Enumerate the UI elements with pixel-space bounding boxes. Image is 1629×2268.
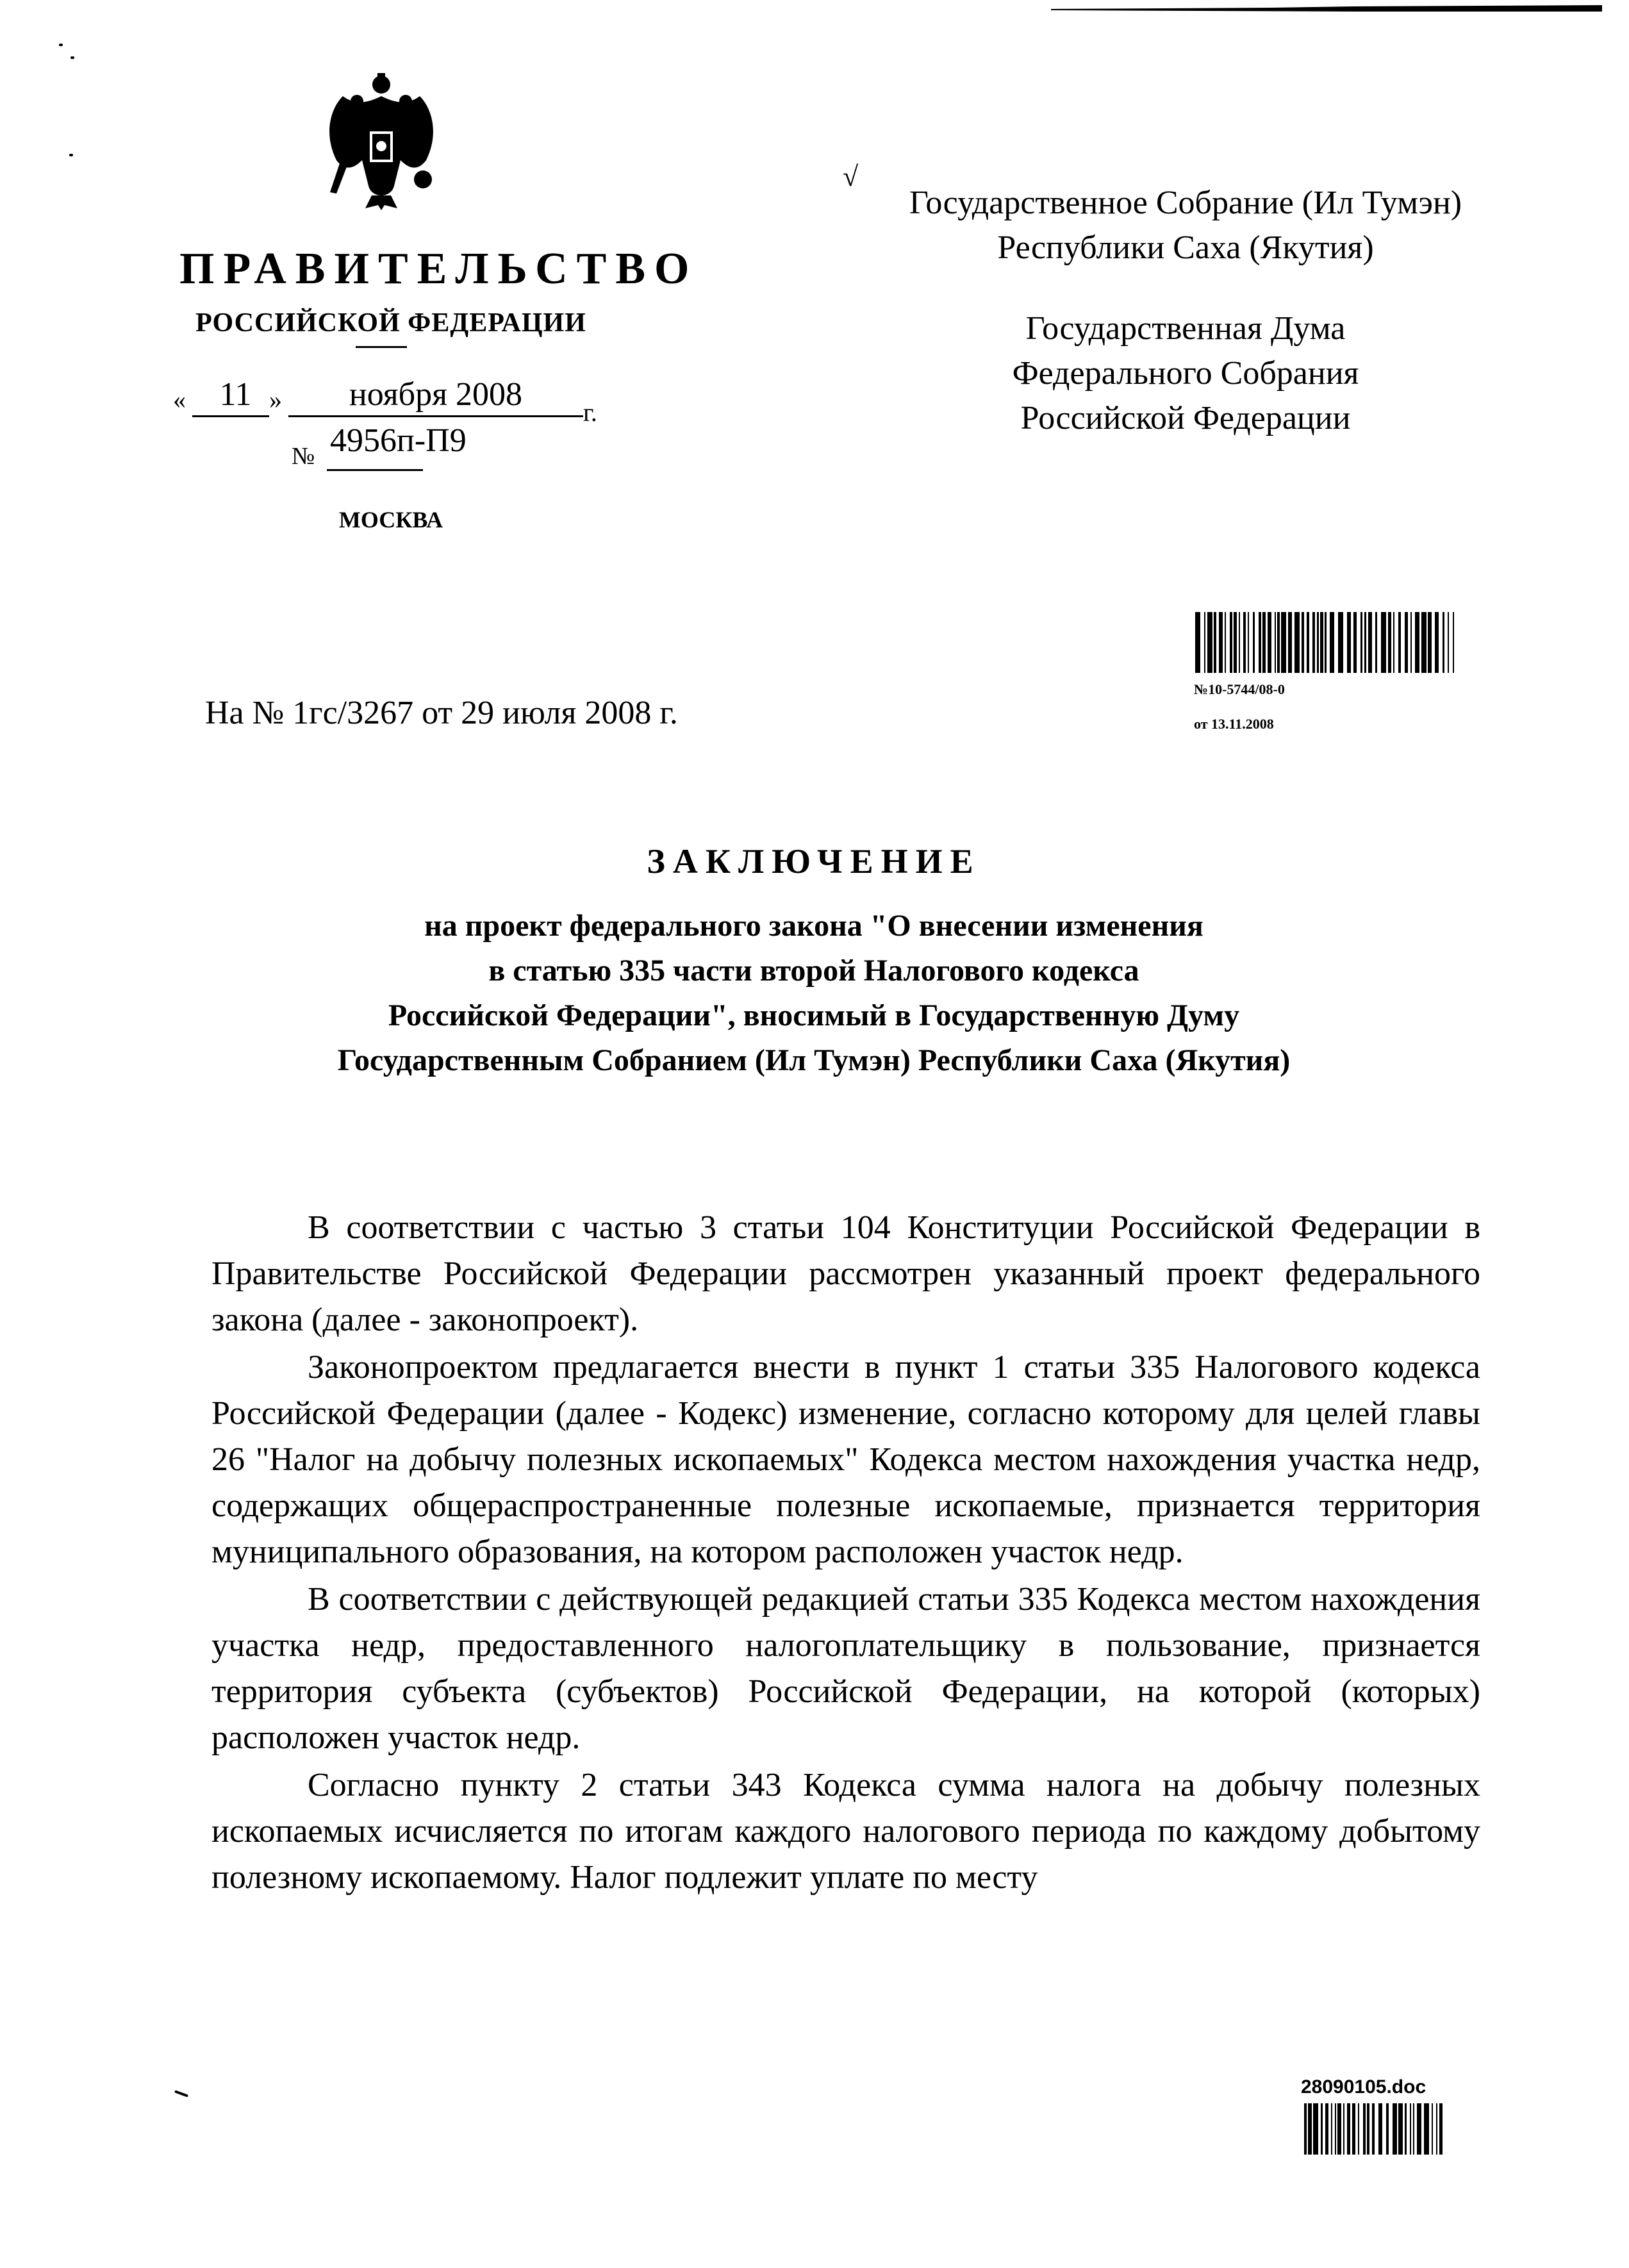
barcode-bar — [1372, 2103, 1375, 2155]
file-name: 28090105.doc — [1301, 2076, 1426, 2098]
coat-of-arms-icon — [317, 70, 445, 211]
scan-speck — [59, 44, 63, 46]
barcode-bar — [1259, 612, 1261, 673]
recipient-line: Российской Федерации — [1020, 400, 1351, 436]
barcode-bar — [1393, 612, 1394, 673]
subject-line: Российской Федерации", вносимый в Государственную Думу — [388, 998, 1240, 1032]
body-paragraph: В соответствии с частью 3 статьи 104 Конституции Российской Федерации в Правительстве Российской Федерации рассмотрен указанный проект федерального закона (далее - законопроект). — [211, 1209, 1480, 1338]
date-year-suffix: г. — [583, 398, 597, 427]
scan-speck — [174, 2090, 188, 2097]
barcode-bar — [1268, 612, 1271, 673]
barcode-bar — [1207, 612, 1212, 673]
barcode-bar — [1428, 612, 1432, 673]
document-date — [173, 370, 622, 427]
number-sign: № — [292, 443, 315, 470]
barcode-bar — [1204, 612, 1205, 673]
scan-edge-mark — [1051, 5, 1602, 12]
body-paragraph: Законопроектом предлагается внести в пункт 1 статьи 335 Налогового кодекса Российской Федерации (далее - Кодекс) изменение, согласно которому для целей главы 26 "Налог на добычу полезных ископаемых" Кодекса местом нахождения участка недр, содержащих общераспространенные полезные ископаемые, признается территория муниципального образования, на котором расположен участок недр. — [211, 1349, 1480, 1570]
barcode-bar — [1413, 2103, 1414, 2155]
city-name: МОСКВА — [338, 507, 443, 533]
recipient-line: Государственная Дума — [1025, 310, 1346, 347]
barcode-bar — [1352, 2103, 1355, 2155]
recipient-duma — [833, 306, 1538, 441]
barcode-bar — [1343, 2103, 1344, 2155]
recipient-line: Республики Саха (Якутия) — [997, 229, 1374, 266]
body-paragraph: В соответствии с действующей редакцией статьи 335 Кодекса местом нахождения участка недр, предоставленного налогоплательщику в пользование, признается территория субъекта (субъектов) Российской Федерации, на которой (которых) расположен участок недр. — [211, 1581, 1480, 1756]
barcode-bar — [1307, 612, 1309, 673]
divider — [356, 346, 407, 348]
file-barcode — [1304, 2103, 1445, 2155]
barcode-bar — [1248, 612, 1249, 673]
barcode-bar — [1225, 612, 1226, 673]
barcode-bar — [1321, 2103, 1323, 2155]
number-underline — [327, 469, 423, 471]
recipient-line: Федерального Собрания — [1012, 355, 1359, 392]
barcode-bar — [1435, 612, 1439, 673]
barcode-bar — [1405, 2103, 1407, 2155]
barcode-bar — [1294, 612, 1300, 673]
barcode-bar — [1410, 612, 1412, 673]
barcode-bar — [1308, 2103, 1312, 2155]
barcode-bar — [1281, 612, 1286, 673]
barcode-bar — [1398, 612, 1401, 673]
barcode-bar — [1375, 612, 1377, 673]
barcode-bar — [1325, 2103, 1328, 2155]
document-subject — [192, 904, 1435, 1083]
barcode-bar — [1320, 612, 1324, 673]
barcode-bar — [1443, 612, 1444, 673]
registration-date: от 13.11.2008 — [1194, 716, 1274, 732]
barcode-bar — [1358, 2103, 1359, 2155]
barcode-bar — [1335, 2103, 1336, 2155]
barcode-bar — [1439, 2103, 1443, 2155]
barcode-bar — [1353, 612, 1357, 673]
scan-speck — [69, 154, 73, 156]
scan-speck — [70, 56, 74, 59]
barcode-bar — [1368, 612, 1372, 673]
barcode-bar — [1378, 2103, 1382, 2155]
barcode-bar — [1288, 612, 1292, 673]
barcode-bar — [1338, 612, 1343, 673]
barcode-bar — [1214, 612, 1216, 673]
barcode-bar — [1219, 612, 1223, 673]
recipient-line: Государственное Собрание (Ил Тумэн) — [909, 185, 1462, 221]
barcode-bar — [1448, 612, 1449, 673]
barcode-bar — [1312, 612, 1315, 673]
barcode-bar — [1398, 2103, 1403, 2155]
barcode-bar — [1363, 2103, 1366, 2155]
subject-line: в статью 335 части второй Налогового кодекса — [488, 954, 1139, 988]
barcode-bar — [1234, 612, 1237, 673]
subject-line: на проект федерального закона "О внесении изменения — [424, 909, 1203, 943]
barcode-bar — [1253, 612, 1255, 673]
barcode-bar — [1453, 612, 1454, 673]
barcode-bar — [1421, 612, 1426, 673]
barcode-bar — [1415, 612, 1419, 673]
barcode-bar — [1277, 612, 1280, 673]
date-month-underline — [288, 415, 583, 417]
barcode-bar — [1262, 612, 1266, 673]
barcode-bar — [1388, 612, 1391, 673]
registration-barcode — [1195, 612, 1458, 673]
government-subtitle: РОССИЙСКОЙ ФЕДЕРАЦИИ — [195, 308, 586, 338]
date-day: 11 — [219, 376, 252, 413]
barcode-bar — [1405, 612, 1408, 673]
date-day-underline — [192, 415, 269, 417]
barcode-bar — [1230, 612, 1232, 673]
date-close-quote: » — [269, 385, 282, 414]
barcode-bar — [1347, 612, 1351, 673]
document-number — [292, 423, 484, 474]
barcode-bar — [1410, 2103, 1411, 2155]
barcode-bar — [1393, 2103, 1397, 2155]
barcode-bar — [1360, 612, 1362, 673]
barcode-bar — [1347, 2103, 1350, 2155]
barcode-bar — [1330, 612, 1334, 673]
date-month-year: ноября 2008 — [349, 376, 523, 413]
registration-number: №10-5744/08-0 — [1194, 681, 1285, 697]
government-title: ПРАВИТЕЛЬСТВО — [179, 244, 699, 294]
barcode-bar — [1417, 2103, 1422, 2155]
barcode-bar — [1331, 2103, 1332, 2155]
barcode-bar — [1381, 612, 1386, 673]
number-value: 4956п-П9 — [330, 422, 467, 459]
recipient-assembly — [833, 181, 1538, 270]
barcode-bar — [1386, 2103, 1389, 2155]
barcode-bar — [1325, 612, 1327, 673]
barcode-bar — [1317, 612, 1319, 673]
barcode-bar — [1337, 2103, 1341, 2155]
barcode-bar — [1313, 2103, 1318, 2155]
barcode-bar — [1239, 612, 1240, 673]
barcode-bar — [1367, 2103, 1369, 2155]
barcode-bar — [1364, 612, 1366, 673]
barcode-bar — [1436, 2103, 1437, 2155]
barcode-bar — [1432, 2103, 1433, 2155]
barcode-bar — [1275, 612, 1276, 673]
subject-line: Государственным Собранием (Ил Тумэн) Республики Саха (Якутия) — [337, 1043, 1291, 1077]
barcode-bar — [1243, 612, 1246, 673]
barcode-bar — [1195, 612, 1200, 673]
barcode-bar — [1304, 2103, 1307, 2155]
barcode-bar — [1302, 612, 1304, 673]
body-paragraph: Согласно пункту 2 статьи 343 Кодекса сумма налога на добычу полезных ископаемых исчисляется по итогам каждого налогового периода по каждому добытому полезному ископаемому. Налог подлежит уплате по месту — [211, 1767, 1480, 1896]
date-open-quote: « — [173, 385, 186, 414]
document-heading: ЗАКЛЮЧЕНИЕ — [647, 842, 981, 881]
reply-reference: На № 1гс/3267 от 29 июля 2008 г. — [205, 695, 678, 731]
check-mark-icon: √ — [843, 161, 859, 192]
barcode-bar — [1424, 2103, 1429, 2155]
document-body — [211, 1205, 1480, 1901]
